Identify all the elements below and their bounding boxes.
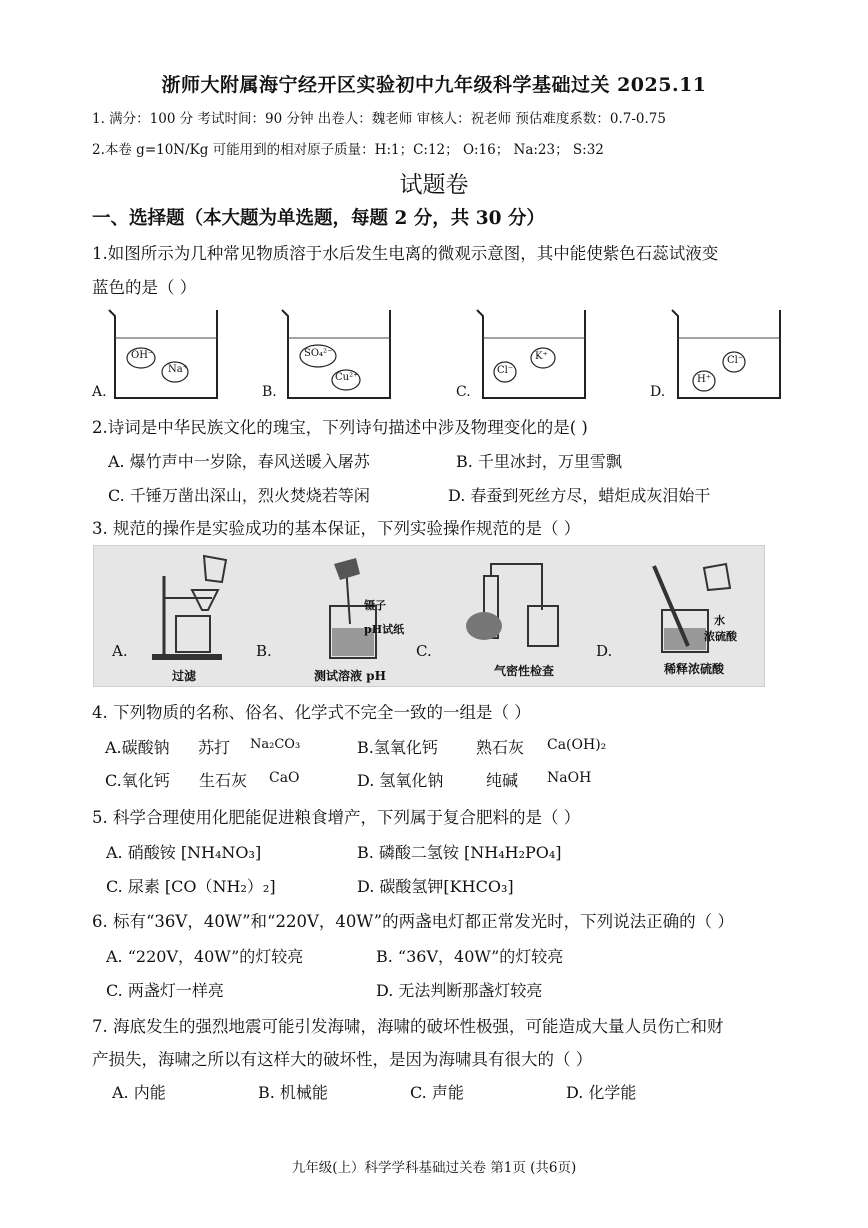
beaker-d-diagram	[668, 306, 788, 402]
q7-option-d: D. 化学能	[566, 1083, 637, 1102]
q1-line-2: 蓝色的是（ ）	[92, 278, 197, 297]
page-footer: 九年级(上）科学学科基础过关卷 第1页 (共6页)	[291, 1160, 577, 1176]
q4-option-c-name: C.氧化钙	[105, 771, 170, 790]
beaker-a-diagram	[105, 306, 225, 402]
beaker-c-ion-2: K⁺	[535, 351, 548, 362]
q3-note-tweezers: 镊子	[364, 599, 386, 612]
q4-stem: 4. 下列物质的名称、俗名、化学式不完全一致的一组是（ ）	[92, 703, 531, 722]
q3-label-d: D.	[596, 642, 613, 660]
q3-label-c: C.	[416, 642, 432, 660]
beaker-d-ion-2: H⁺	[697, 374, 711, 385]
beaker-a-ion-2: Na⁺	[168, 364, 188, 375]
q5-option-a: A. 硝酸铵 [NH₄NO₃]	[106, 843, 262, 862]
exam-title: 浙师大附属海宁经开区实验初中九年级科学基础过关 2025.11	[161, 74, 707, 96]
q3-caption-c: 气密性检查	[494, 664, 555, 678]
q4-option-c-formula: CaO	[269, 770, 300, 786]
q4-option-a-common: 苏打	[198, 738, 231, 757]
q7-option-a: A. 内能	[112, 1083, 166, 1102]
q1-line-1: 1.如图所示为几种常见物质溶于水后发生电离的微观示意图，其中能使紫色石蕊试液变	[92, 244, 719, 263]
q5-option-d: D. 碳酸氢钾[KHCO₃]	[357, 877, 514, 896]
beaker-c-diagram	[473, 306, 593, 402]
q3-caption-b: 测试溶液 pH	[314, 669, 386, 683]
q5-stem: 5. 科学合理使用化肥能促进粮食增产，下列属于复合肥料的是（ ）	[92, 808, 581, 827]
exam-meta-line-1: 1. 满分：100 分 考试时间：90 分钟 出卷人：魏老师 审核人：祝老师 预估难度系数：0.7-0.75	[92, 111, 666, 127]
q3-label-b: B.	[256, 642, 272, 660]
section-heading: 一、选择题（本大题为单选题，每题 2 分，共 30 分）	[92, 208, 545, 229]
beaker-b-ion-2: Cu²⁺	[335, 372, 359, 383]
q6-option-c: C. 两盏灯一样亮	[106, 981, 224, 1000]
q3-note-acid: 浓硫酸	[704, 630, 737, 643]
q4-option-a-formula: Na₂CO₃	[250, 737, 301, 752]
q5-option-b: B. 磷酸二氢铵 [NH₄H₂PO₄]	[357, 843, 562, 862]
q2-option-d: D. 春蚕到死丝方尽，蜡炬成灰泪始干	[448, 486, 711, 505]
q7-option-c: C. 声能	[410, 1083, 464, 1102]
beaker-b-ion-1: SO₄²⁻	[304, 348, 333, 359]
q4-option-d-common: 纯碱	[486, 771, 519, 790]
q3-caption-a: 过滤	[172, 669, 197, 683]
beaker-b-diagram	[278, 306, 398, 402]
q2-option-b: B. 千里冰封，万里雪飘	[456, 452, 622, 471]
q4-option-a-name: A.碳酸钠	[105, 738, 170, 757]
q3-caption-d: 稀释浓硫酸	[664, 662, 725, 676]
q2-option-a: A. 爆竹声中一岁除，春风送暖入屠苏	[108, 452, 370, 471]
beaker-d-label: D.	[650, 384, 666, 400]
q4-option-c-common: 生石灰	[199, 771, 248, 790]
q5-option-c: C. 尿素 [CO（NH₂）₂]	[106, 877, 276, 896]
q6-option-d: D. 无法判断那盏灯较亮	[376, 981, 543, 1000]
beaker-c-label: C.	[456, 384, 471, 400]
q2-stem: 2.诗词是中华民族文化的瑰宝，下列诗句描述中涉及物理变化的是( )	[92, 418, 588, 437]
q3-stem: 3. 规范的操作是实验成功的基本保证，下列实验操作规范的是（ ）	[92, 519, 581, 538]
exam-meta-line-2: 2.本卷 g=10N/Kg 可能用到的相对原子质量：H:1；C:12； O:16； Na:23； S:32	[92, 142, 604, 158]
q4-option-d-name: D. 氢氧化钠	[357, 771, 444, 790]
q6-stem: 6. 标有“36V，40W”和“220V，40W”的两盏电灯都正常发光时，下列说法正确的（ ）	[92, 912, 734, 931]
q7-line-1: 7. 海底发生的强烈地震可能引发海啸，海啸的破坏性极强，可能造成大量人员伤亡和财	[92, 1017, 724, 1036]
q3-note-ph-paper: pH试纸	[364, 623, 405, 636]
beaker-a-label: A.	[92, 384, 107, 400]
q3-note-water: 水	[714, 614, 725, 627]
q7-option-b: B. 机械能	[258, 1083, 328, 1102]
beaker-d-ion-1: Cl⁻	[727, 355, 744, 366]
q4-option-d-formula: NaOH	[547, 770, 592, 786]
q6-option-b: B. “36V，40W”的灯较亮	[376, 947, 564, 966]
q6-option-a: A. “220V，40W”的灯较亮	[106, 947, 304, 966]
beaker-a-ion-1: OH⁻	[131, 350, 154, 361]
paper-subtitle: 试题卷	[399, 172, 469, 198]
beaker-c-ion-1: Cl⁻	[497, 365, 514, 376]
q7-line-2: 产损失，海啸之所以有这样大的破坏性，是因为海啸具有很大的（ ）	[92, 1050, 593, 1069]
q2-option-c: C. 千锤万凿出深山，烈火焚烧若等闲	[108, 486, 370, 505]
q4-option-b-common: 熟石灰	[476, 738, 525, 757]
q4-option-b-formula: Ca(OH)₂	[547, 737, 607, 753]
q4-option-b-name: B.氢氧化钙	[357, 738, 438, 757]
q3-label-a: A.	[112, 642, 128, 660]
beaker-b-label: B.	[262, 384, 277, 400]
